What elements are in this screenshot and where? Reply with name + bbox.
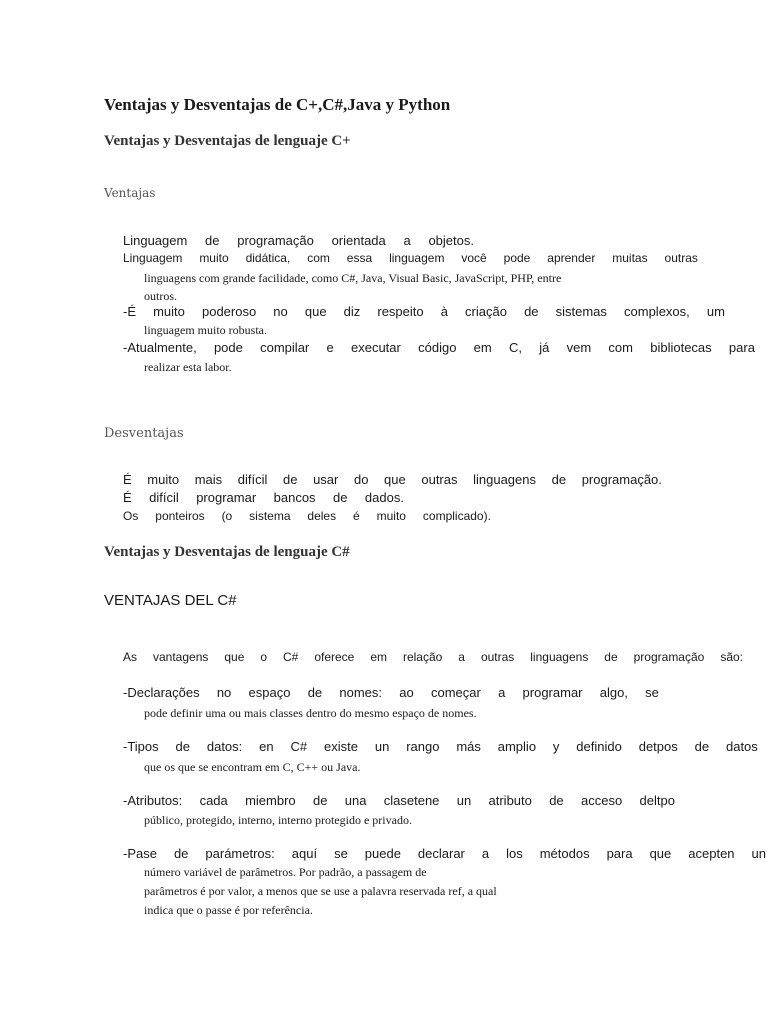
desventajas-line-1: É muito mais difícil de usar do que outras linguagens de programação. [123, 472, 662, 487]
csharp-item-4-cont2: parâmetros é por valor, a menos que se use a palavra reservada ref, a qual [144, 884, 497, 898]
desventajas-line-2: É difícil programar bancos de dados. [123, 490, 404, 505]
ventajas-heading: Ventajas [104, 186, 156, 200]
ventajas-line-2-cont2: outros. [144, 289, 177, 303]
section-heading-csharp: Ventajas y Desventajas de lenguaje C# [104, 544, 350, 560]
ventajas-line-3: -É muito poderoso no que diz respeito à criação de sistemas complexos, um [123, 304, 725, 319]
ventajas-line-2-cont: linguagens com grande facilidade, como C#, Java, Visual Basic, JavaScript, PHP, entre [144, 271, 562, 285]
csharp-item-4-cont3: indica que o passe é por referência. [144, 903, 313, 917]
ventajas-line-1: Linguagem de programação orientada a objetos. [123, 233, 474, 248]
csharp-item-3: -Atributos: cada miembro de una clasetene un atributo de acceso deltpo [123, 793, 675, 808]
document-title: Ventajas y Desventajas de C+,C#,Java y Python [104, 95, 451, 114]
csharp-item-1: -Declarações no espaço de nomes: ao começar a programar algo, se [123, 685, 659, 700]
desventajas-heading: Desventajas [104, 426, 184, 441]
csharp-item-2: -Tipos de datos: en C# existe un rango más amplio y definido detpos de datos [123, 739, 758, 754]
csharp-item-3-cont: público, protegido, interno, interno protegido e privado. [144, 813, 412, 827]
section-heading-c: Ventajas y Desventajas de lenguaje C+ [104, 133, 351, 149]
ventajas-line-4-cont: realizar esta labor. [144, 360, 232, 374]
ventajas-line-2: Linguagem muito didática, com essa linguagem você pode aprender muitas outras [123, 251, 698, 265]
ventajas-line-3-cont: linguagem muito robusta. [144, 323, 267, 337]
desventajas-line-3: Os ponteiros (o sistema deles é muito complicado). [123, 509, 491, 523]
csharp-item-4: -Pase de parámetros: aquí se puede declarar a los métodos para que acepten un [123, 846, 766, 861]
csharp-item-2-cont: que os que se encontram em C, C++ ou Java. [144, 760, 361, 774]
csharp-item-1-cont: pode definir uma ou mais classes dentro do mesmo espaço de nomes. [144, 706, 477, 720]
csharp-item-4-cont: número variável de parâmetros. Por padrão, a passagem de [144, 865, 427, 879]
ventajas-line-4: -Atualmente, pode compilar e executar código em C, já vem com bibliotecas para [123, 340, 755, 355]
csharp-intro: As vantagens que o C# oferece em relação a outras linguagens de programação são: [123, 650, 743, 664]
ventajas-csharp-heading: VENTAJAS DEL C# [104, 592, 237, 609]
